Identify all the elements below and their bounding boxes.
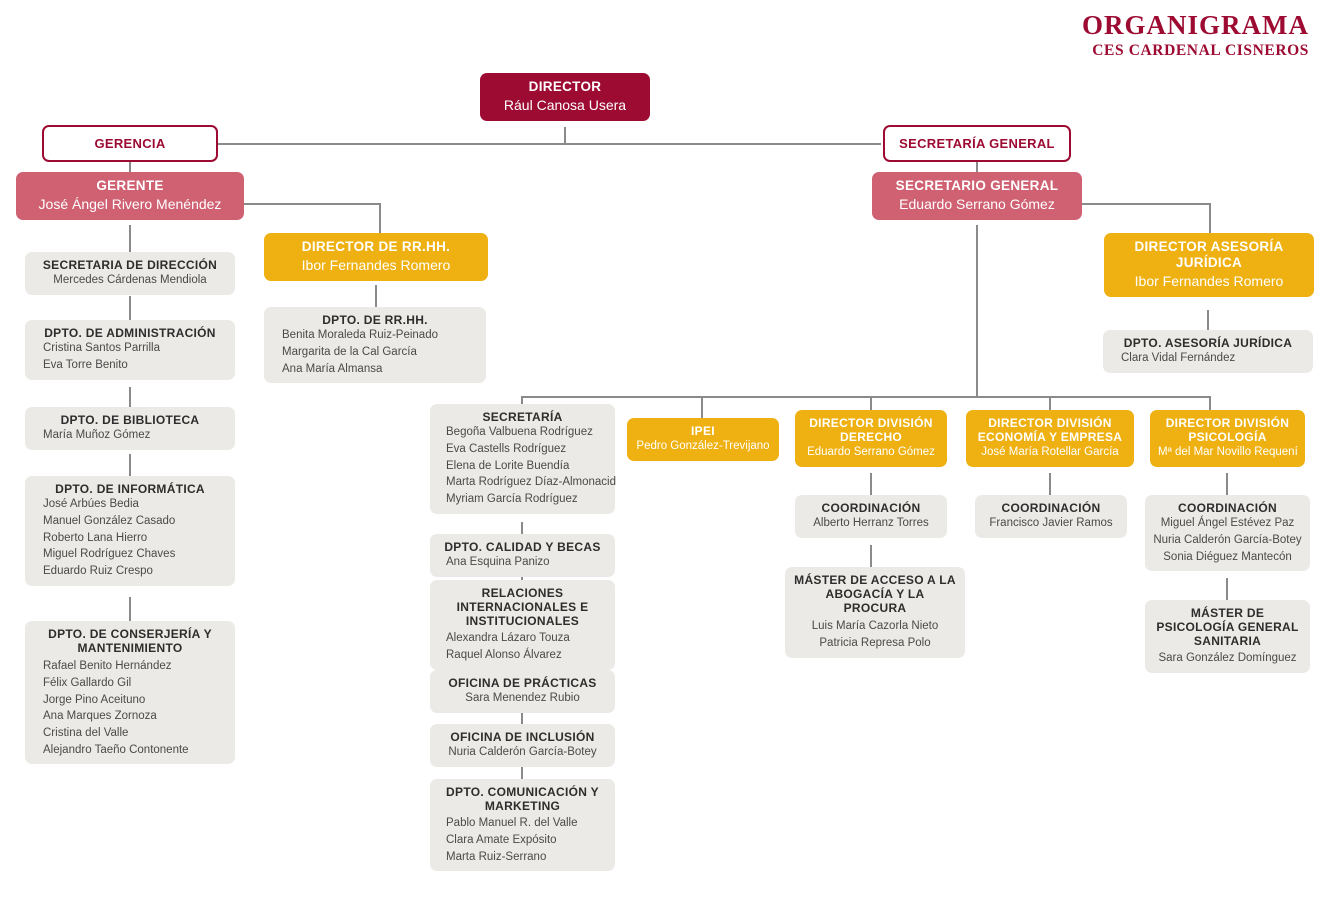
- node-names: Rafael Benito Hernández Félix Gallardo Gil Jorge Pino Aceituno Ana Marques Zornoza Cristina del Valle Alejandro Taeño Contonente: [43, 660, 189, 756]
- node-title: OFICINA DE PRÁCTICAS: [448, 676, 597, 690]
- header-subtitle: CES CARDENAL CISNEROS: [1092, 42, 1309, 59]
- node-director-asesoria-juridica[interactable]: [1104, 233, 1314, 297]
- connector: [521, 396, 1211, 398]
- connector: [521, 712, 523, 724]
- node-title: DIRECTOR DIVISIÓN PSICOLOGÍA: [1165, 416, 1290, 445]
- node-secretaria[interactable]: [430, 404, 615, 514]
- node-names: Pablo Manuel R. del Valle Clara Amate Expósito Marta Ruiz-Serrano: [446, 817, 578, 863]
- node-names: Begoña Valbuena Rodríguez Eva Castells Rodríguez Elena de Lorite Buendía Marta Rodríguez Díaz-Almonacid Myriam García Rodríguez: [446, 426, 617, 505]
- node-director-rrhh[interactable]: [264, 233, 488, 281]
- node-dpto-rrhh[interactable]: [264, 307, 486, 383]
- connector: [1209, 203, 1211, 233]
- node-title: COORDINACIÓN: [1178, 501, 1277, 515]
- connector: [1207, 310, 1209, 330]
- node-title: DIRECTOR ASESORÍA JURÍDICA: [1134, 239, 1284, 270]
- node-gerencia[interactable]: [42, 125, 218, 162]
- node-names: Mª del Mar Novillo Requení: [1158, 446, 1298, 459]
- node-master-psicologia[interactable]: [1145, 600, 1310, 673]
- node-dpto-comunicacion-marketing[interactable]: [430, 779, 615, 871]
- header-title: ORGANIGRAMA: [1082, 10, 1309, 40]
- connector: [521, 522, 523, 534]
- node-title: GERENCIA: [94, 136, 166, 151]
- node-names: Cristina Santos Parrilla Eva Torre Benito: [43, 342, 160, 371]
- node-dpto-conserjeria[interactable]: [25, 621, 235, 764]
- node-names: José María Rotellar García: [981, 446, 1119, 459]
- node-secretaria-general[interactable]: [883, 125, 1071, 162]
- node-dpto-informatica[interactable]: [25, 476, 235, 586]
- node-title: DPTO. DE CONSERJERÍA Y MANTENIMIENTO: [48, 627, 212, 656]
- node-director-division-derecho[interactable]: [795, 410, 947, 467]
- node-names: Pedro González-Trevijano: [636, 440, 770, 453]
- connector: [236, 203, 381, 205]
- connector: [701, 396, 703, 418]
- node-title: DPTO. DE BIBLIOTECA: [60, 413, 200, 427]
- node-names: Ibor Fernandes Romero: [301, 256, 451, 273]
- node-title: OFICINA DE INCLUSIÓN: [450, 730, 595, 744]
- node-names: Miguel Ángel Estévez Paz Nuria Calderón García-Botey Sonia Diéguez Mantecón: [1153, 517, 1302, 563]
- connector: [521, 765, 523, 779]
- node-title: COORDINACIÓN: [1001, 501, 1101, 515]
- node-names: Eduardo Serrano Gómez: [899, 195, 1055, 212]
- node-secretaria-direccion[interactable]: [25, 252, 235, 295]
- node-title: IPEI: [691, 424, 715, 438]
- node-names: José Arbúes Bedia Manuel González Casado Roberto Lana Hierro Miguel Rodríguez Chaves Eduardo Ruiz Crespo: [43, 498, 176, 577]
- connector: [375, 285, 377, 307]
- node-names: Alberto Herranz Torres: [813, 517, 929, 530]
- node-secretario-general[interactable]: [872, 172, 1082, 220]
- connector: [1049, 473, 1051, 495]
- node-names: Benita Moraleda Ruiz-Peinado Margarita de la Cal García Ana María Almansa: [282, 329, 438, 375]
- node-names: Ibor Fernandes Romero: [1134, 272, 1284, 289]
- node-relaciones-internacionales[interactable]: [430, 580, 615, 670]
- node-names: Francisco Javier Ramos: [989, 517, 1113, 530]
- node-coordinacion-economia[interactable]: [975, 495, 1127, 538]
- connector: [129, 454, 131, 476]
- connector: [129, 387, 131, 407]
- node-title: DPTO. DE ADMINISTRACIÓN: [44, 326, 216, 340]
- node-title: MÁSTER DE ACCESO A LA ABOGACÍA Y LA PROCURA: [794, 573, 956, 616]
- connector: [129, 296, 131, 320]
- node-names: Sara González Domínguez: [1158, 652, 1297, 665]
- node-title: DPTO. COMUNICACIÓN Y MARKETING: [446, 785, 599, 814]
- connector: [521, 396, 523, 404]
- connector: [1209, 396, 1211, 410]
- node-title: SECRETARÍA GENERAL: [899, 136, 1055, 151]
- node-dpto-asesoria-juridica[interactable]: [1103, 330, 1313, 373]
- node-names: Mercedes Cárdenas Mendiola: [53, 274, 207, 287]
- node-names: Rául Canosa Usera: [503, 96, 627, 113]
- node-title: COORDINACIÓN: [821, 501, 921, 515]
- node-names: Luis María Cazorla Nieto Patricia Represa Polo: [811, 620, 939, 650]
- node-names: Nuria Calderón García-Botey: [448, 746, 597, 759]
- node-gerente[interactable]: [16, 172, 244, 220]
- node-title: DPTO. CALIDAD Y BECAS: [444, 540, 601, 554]
- connector: [379, 203, 381, 233]
- connector: [1226, 473, 1228, 495]
- node-dpto-administracion[interactable]: [25, 320, 235, 380]
- node-title: SECRETARÍA: [482, 410, 563, 424]
- node-director-division-psicologia[interactable]: [1150, 410, 1305, 467]
- node-names: Alexandra Lázaro Touza Raquel Alonso Álvarez: [446, 632, 570, 662]
- connector: [129, 225, 131, 252]
- node-title: GERENTE: [96, 178, 164, 193]
- connector: [129, 597, 131, 621]
- node-director[interactable]: [480, 73, 650, 121]
- node-names: José Ángel Rivero Menéndez: [38, 195, 222, 212]
- node-title: DIRECTOR DIVISIÓN DERECHO: [809, 416, 933, 445]
- connector: [870, 396, 872, 410]
- node-title: SECRETARIO GENERAL: [895, 178, 1059, 193]
- node-names: María Muñoz Gómez: [43, 429, 151, 442]
- node-names: Clara Vidal Fernández: [1121, 352, 1236, 365]
- node-title: DPTO. ASESORÍA JURÍDICA: [1123, 336, 1293, 350]
- node-title: DIRECTOR DE RR.HH.: [301, 239, 451, 254]
- connector: [1049, 396, 1051, 410]
- node-names: Sara Menendez Rubio: [465, 692, 580, 705]
- connector: [216, 143, 881, 145]
- node-title: DIRECTOR DIVISIÓN ECONOMÍA Y EMPRESA: [977, 416, 1123, 445]
- node-master-abogacia[interactable]: [785, 567, 965, 658]
- connector: [1071, 203, 1211, 205]
- node-dpto-biblioteca[interactable]: [25, 407, 235, 450]
- node-title: RELACIONES INTERNACIONALES E INSTITUCIONALES: [456, 586, 589, 629]
- node-title: MÁSTER DE PSICOLOGÍA GENERAL SANITARIA: [1156, 606, 1299, 649]
- node-director-division-economia[interactable]: [966, 410, 1134, 467]
- connector: [976, 225, 978, 398]
- node-title: DPTO. DE INFORMÁTICA: [55, 482, 205, 496]
- node-title: DIRECTOR: [528, 79, 602, 94]
- connector: [870, 545, 872, 567]
- connector: [1226, 578, 1228, 600]
- node-coordinacion-psicologia[interactable]: [1145, 495, 1310, 571]
- node-names: Eduardo Serrano Gómez: [807, 446, 935, 459]
- node-oficina-inclusion[interactable]: [430, 724, 615, 767]
- node-dpto-calidad-becas[interactable]: [430, 534, 615, 577]
- node-oficina-practicas[interactable]: [430, 670, 615, 713]
- node-names: Ana Esquina Panizo: [446, 556, 550, 569]
- node-title: SECRETARIA DE DIRECCIÓN: [42, 258, 218, 272]
- connector: [870, 473, 872, 495]
- node-ipei[interactable]: [627, 418, 779, 461]
- page-title: [1082, 10, 1309, 60]
- node-title: DPTO. DE RR.HH.: [322, 313, 428, 327]
- node-coordinacion-derecho[interactable]: [795, 495, 947, 538]
